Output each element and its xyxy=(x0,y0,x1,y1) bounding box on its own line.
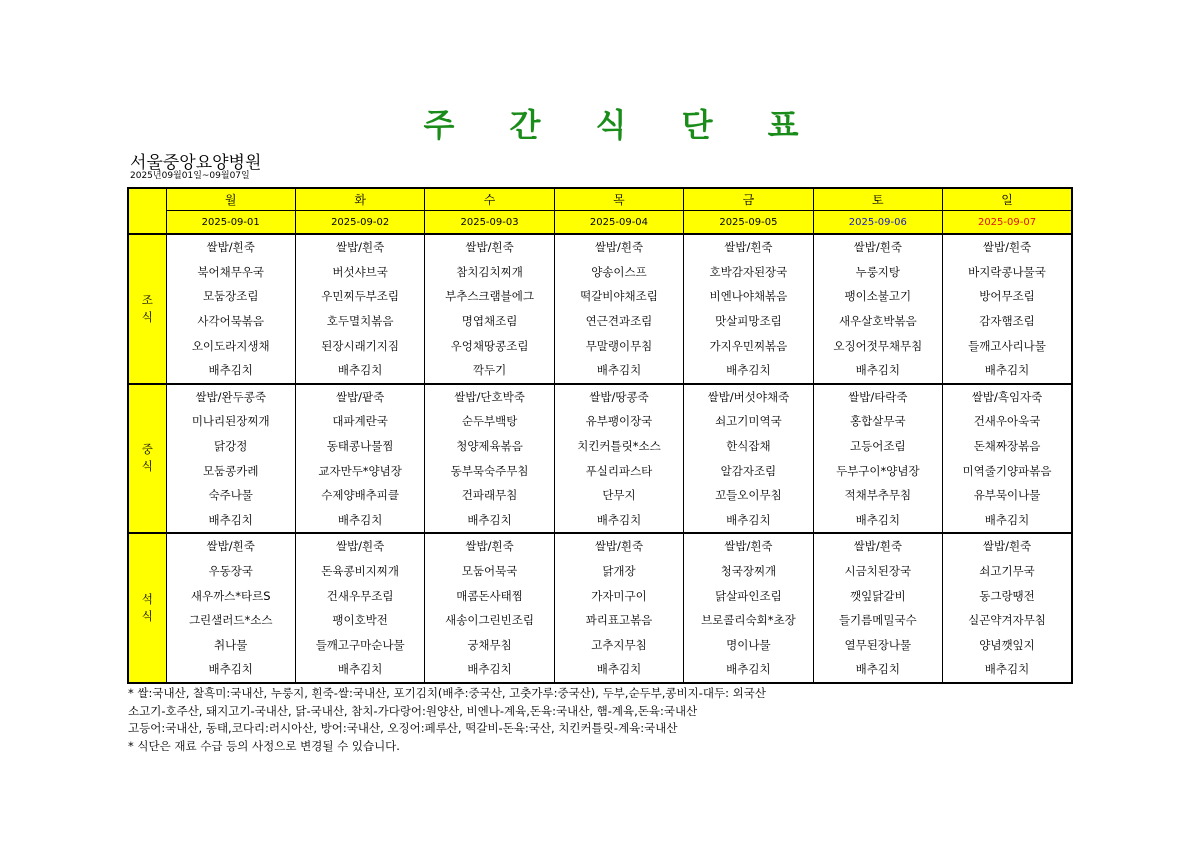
menu-item: 쌀밥/흰죽 xyxy=(425,234,554,260)
menu-item: 한식잡채 xyxy=(684,434,813,459)
menu-item: 동태콩나물찜 xyxy=(295,434,424,459)
menu-item: 들기름메밀국수 xyxy=(813,608,942,633)
menu-item: 우민찌두부조림 xyxy=(295,284,424,309)
menu-item: 쌀밥/흰죽 xyxy=(295,533,424,559)
menu-item: 양념깻잎지 xyxy=(943,633,1072,658)
menu-item: 숙주나물 xyxy=(166,483,295,508)
menu-item: 쌀밥/흰죽 xyxy=(554,234,683,260)
menu-item: 열무된장나물 xyxy=(813,633,942,658)
menu-item: 동그랑땡전 xyxy=(943,583,1072,608)
menu-row xyxy=(128,533,1072,559)
menu-item: 명엽채조림 xyxy=(425,309,554,334)
hospital-name: 서울중앙요양병원 xyxy=(130,153,262,173)
menu-item: 쌀밥/흰죽 xyxy=(684,533,813,559)
meal-label xyxy=(128,384,166,534)
menu-row xyxy=(128,458,1072,483)
menu-row xyxy=(128,409,1072,434)
menu-item: 고등어조림 xyxy=(813,434,942,459)
menu-item: 배추김치 xyxy=(943,358,1072,384)
date-header-row xyxy=(128,211,1072,235)
menu-row xyxy=(128,508,1072,534)
menu-row xyxy=(128,483,1072,508)
menu-row xyxy=(128,309,1072,334)
menu-body xyxy=(128,234,1072,683)
menu-item: 브로콜리숙회*초장 xyxy=(684,608,813,633)
day-name: 화 xyxy=(295,188,424,211)
menu-item: 우동장국 xyxy=(166,559,295,584)
menu-item: 닭강정 xyxy=(166,434,295,459)
menu-item: 건새우아욱국 xyxy=(943,409,1072,434)
menu-item: 대파계란국 xyxy=(295,409,424,434)
menu-item: 팽이소불고기 xyxy=(813,284,942,309)
meal-label-char: 석 xyxy=(141,591,153,606)
menu-item: 청국장찌개 xyxy=(684,559,813,584)
menu-item: 미역줄기양파볶음 xyxy=(943,458,1072,483)
day-name: 토 xyxy=(813,188,942,211)
day-date: 2025-09-01 xyxy=(166,211,295,235)
menu-item: 모둠어묵국 xyxy=(425,559,554,584)
menu-item: 떡갈비야채조림 xyxy=(554,284,683,309)
menu-item: 쌀밥/흰죽 xyxy=(943,234,1072,260)
meal-label xyxy=(128,533,166,683)
menu-item: 팽이호박전 xyxy=(295,608,424,633)
note-line: * 식단은 재료 수급 등의 사정으로 변경될 수 있습니다. xyxy=(128,738,400,753)
menu-item: 배추김치 xyxy=(295,657,424,683)
note-line: 소고기-호주산, 돼지고기-국내산, 닭-국내산, 참치-가다랑어:원양산, 비엔나-계육,돈육:국내산, 햄-계육,돈육:국내산 xyxy=(128,703,698,718)
meal-label-char: 중 xyxy=(141,442,153,457)
menu-item: 새우까스*타르S xyxy=(166,583,295,608)
menu-item: 궁채무침 xyxy=(425,633,554,658)
note-line: * 쌀:국내산, 찰흑미:국내산, 누룽지, 흰죽-쌀:국내산, 포기김치(배추:중국산, 고춧가루:중국산), 두부,순두부,콩비지-대두: 외국산 xyxy=(128,686,766,700)
menu-item: 매콤돈사태찜 xyxy=(425,583,554,608)
menu-item: 배추김치 xyxy=(813,358,942,384)
menu-item: 쌀밥/흰죽 xyxy=(813,234,942,260)
menu-item: 돈육콩비지찌개 xyxy=(295,559,424,584)
menu-item: 새우살호박볶음 xyxy=(813,309,942,334)
menu-item: 배추김치 xyxy=(943,657,1072,683)
menu-row xyxy=(128,234,1072,260)
menu-item: 배추김치 xyxy=(554,657,683,683)
day-date: 2025-09-03 xyxy=(425,211,554,235)
page-title: 주 간 식 단 표 xyxy=(423,106,821,144)
menu-row xyxy=(128,384,1072,410)
day-date-saturday: 2025-09-06 xyxy=(813,211,942,235)
menu-item: 미나리된장찌개 xyxy=(166,409,295,434)
menu-row xyxy=(128,559,1072,584)
menu-item: 참치김치찌개 xyxy=(425,260,554,285)
menu-item: 쌀밥/버섯야채죽 xyxy=(684,384,813,410)
menu-item: 꼬들오이무침 xyxy=(684,483,813,508)
menu-item: 명이나물 xyxy=(684,633,813,658)
menu-item: 깍두기 xyxy=(425,358,554,384)
menu-item: 단무지 xyxy=(554,483,683,508)
menu-row xyxy=(128,657,1072,683)
day-header-row xyxy=(128,188,1072,211)
menu-item: 가자미구이 xyxy=(554,583,683,608)
menu-item: 고추지무침 xyxy=(554,633,683,658)
menu-item: 닭개장 xyxy=(554,559,683,584)
menu-item: 쌀밥/흰죽 xyxy=(554,533,683,559)
menu-item: 된장시래기지짐 xyxy=(295,333,424,358)
menu-item: 배추김치 xyxy=(943,508,1072,534)
menu-item: 사각어묵볶음 xyxy=(166,309,295,334)
menu-item: 배추김치 xyxy=(554,358,683,384)
menu-item: 배추김치 xyxy=(295,508,424,534)
menu-item: 쌀밥/타락죽 xyxy=(813,384,942,410)
menu-item: 모둠콩카레 xyxy=(166,458,295,483)
meal-label-char: 조 xyxy=(141,292,153,307)
menu-item: 쌀밥/흰죽 xyxy=(295,234,424,260)
menu-item: 시금치된장국 xyxy=(813,559,942,584)
menu-item: 쌀밥/땅콩죽 xyxy=(554,384,683,410)
notes xyxy=(128,685,766,755)
menu-item: 배추김치 xyxy=(684,508,813,534)
menu-item: 닭살파인조림 xyxy=(684,583,813,608)
menu-row xyxy=(128,583,1072,608)
menu-row xyxy=(128,284,1072,309)
menu-item: 배추김치 xyxy=(813,508,942,534)
menu-item: 오징어젓무채무침 xyxy=(813,333,942,358)
menu-item: 그린샐러드*소스 xyxy=(166,608,295,633)
menu-item: 방어무조림 xyxy=(943,284,1072,309)
menu-item: 순두부백탕 xyxy=(425,409,554,434)
menu-item: 배추김치 xyxy=(166,508,295,534)
menu-item: 청양제육볶음 xyxy=(425,434,554,459)
menu-item: 쌀밥/완두콩죽 xyxy=(166,384,295,410)
menu-item: 유부묵이나물 xyxy=(943,483,1072,508)
menu-item: 동부묵숙주무침 xyxy=(425,458,554,483)
menu-item: 적채부추무침 xyxy=(813,483,942,508)
menu-item: 건새우무조림 xyxy=(295,583,424,608)
menu-item: 들깨고사리나물 xyxy=(943,333,1072,358)
menu-row xyxy=(128,608,1072,633)
menu-item: 쌀밥/흰죽 xyxy=(684,234,813,260)
menu-item: 모둠장조림 xyxy=(166,284,295,309)
menu-item: 우엉채땅콩조림 xyxy=(425,333,554,358)
corner-cell xyxy=(128,188,166,234)
menu-row xyxy=(128,633,1072,658)
menu-item: 푸실리파스타 xyxy=(554,458,683,483)
menu-item: 배추김치 xyxy=(166,358,295,384)
menu-item: 배추김치 xyxy=(295,358,424,384)
menu-item: 쇠고기무국 xyxy=(943,559,1072,584)
meal-label-char: 식 xyxy=(141,459,153,474)
menu-item: 실곤약겨자무침 xyxy=(943,608,1072,633)
menu-item: 새송이그린빈조림 xyxy=(425,608,554,633)
menu-item: 북어채무우국 xyxy=(166,260,295,285)
day-date-sunday: 2025-09-07 xyxy=(943,211,1072,235)
menu-item: 쌀밥/흰죽 xyxy=(166,234,295,260)
menu-item: 쌀밥/단호박죽 xyxy=(425,384,554,410)
menu-item: 치킨커틀릿*소스 xyxy=(554,434,683,459)
day-date: 2025-09-05 xyxy=(684,211,813,235)
menu-item: 연근견과조림 xyxy=(554,309,683,334)
menu-item: 호박감자된장국 xyxy=(684,260,813,285)
menu-item: 취나물 xyxy=(166,633,295,658)
day-name: 목 xyxy=(554,188,683,211)
menu-item: 돈채짜장볶음 xyxy=(943,434,1072,459)
menu-item: 양송이스프 xyxy=(554,260,683,285)
meal-label-char: 식 xyxy=(141,309,153,324)
menu-item: 배추김치 xyxy=(684,358,813,384)
menu-item: 버섯샤브국 xyxy=(295,260,424,285)
menu-row xyxy=(128,333,1072,358)
menu-item: 두부구이*양념장 xyxy=(813,458,942,483)
meal-label-char: 식 xyxy=(141,608,153,623)
day-date: 2025-09-04 xyxy=(554,211,683,235)
menu-item: 깻잎닭갈비 xyxy=(813,583,942,608)
day-name: 수 xyxy=(425,188,554,211)
menu-item: 배추김치 xyxy=(813,657,942,683)
menu-item: 알감자조림 xyxy=(684,458,813,483)
menu-item: 가지우민찌볶음 xyxy=(684,333,813,358)
menu-period: 2025년09월01일~09월07일 xyxy=(130,171,250,181)
day-name: 일 xyxy=(943,188,1072,211)
menu-item: 배추김치 xyxy=(425,657,554,683)
day-name: 금 xyxy=(684,188,813,211)
meal-label xyxy=(128,234,166,384)
menu-item: 누룽지탕 xyxy=(813,260,942,285)
menu-item: 교자만두*양념장 xyxy=(295,458,424,483)
menu-item: 부추스크램블에그 xyxy=(425,284,554,309)
menu-item: 배추김치 xyxy=(166,657,295,683)
menu-item: 수제양배추피클 xyxy=(295,483,424,508)
menu-item: 유부팽이장국 xyxy=(554,409,683,434)
menu-item: 들깨고구마순나물 xyxy=(295,633,424,658)
menu-row xyxy=(128,434,1072,459)
day-name: 월 xyxy=(166,188,295,211)
note-line: 고등어:국내산, 동태,코다리:러시아산, 방어:국내산, 오징어:페루산, 떡갈비-돈육:국산, 치킨커틀릿-계육:국내산 xyxy=(128,721,678,735)
menu-item: 쇠고기미역국 xyxy=(684,409,813,434)
menu-item: 배추김치 xyxy=(684,657,813,683)
menu-item: 호두멸치볶음 xyxy=(295,309,424,334)
day-date: 2025-09-02 xyxy=(295,211,424,235)
menu-item: 쌀밥/흰죽 xyxy=(166,533,295,559)
menu-row xyxy=(128,358,1072,384)
weekly-menu-table xyxy=(127,187,1073,684)
menu-item: 꽈리표고볶음 xyxy=(554,608,683,633)
menu-item: 홍합살무국 xyxy=(813,409,942,434)
menu-item: 배추김치 xyxy=(554,508,683,534)
menu-item: 쌀밥/팥죽 xyxy=(295,384,424,410)
menu-item: 비엔나야채볶음 xyxy=(684,284,813,309)
menu-item: 쌀밥/흑임자죽 xyxy=(943,384,1072,410)
menu-item: 바지락콩나물국 xyxy=(943,260,1072,285)
menu-item: 감자햄조림 xyxy=(943,309,1072,334)
menu-item: 쌀밥/흰죽 xyxy=(813,533,942,559)
menu-item: 쌀밥/흰죽 xyxy=(943,533,1072,559)
menu-row xyxy=(128,260,1072,285)
menu-item: 맛살피망조림 xyxy=(684,309,813,334)
menu-item: 오이도라지생채 xyxy=(166,333,295,358)
menu-item: 배추김치 xyxy=(425,508,554,534)
menu-item: 쌀밥/흰죽 xyxy=(425,533,554,559)
menu-item: 건파래무침 xyxy=(425,483,554,508)
menu-item: 무말랭이무침 xyxy=(554,333,683,358)
